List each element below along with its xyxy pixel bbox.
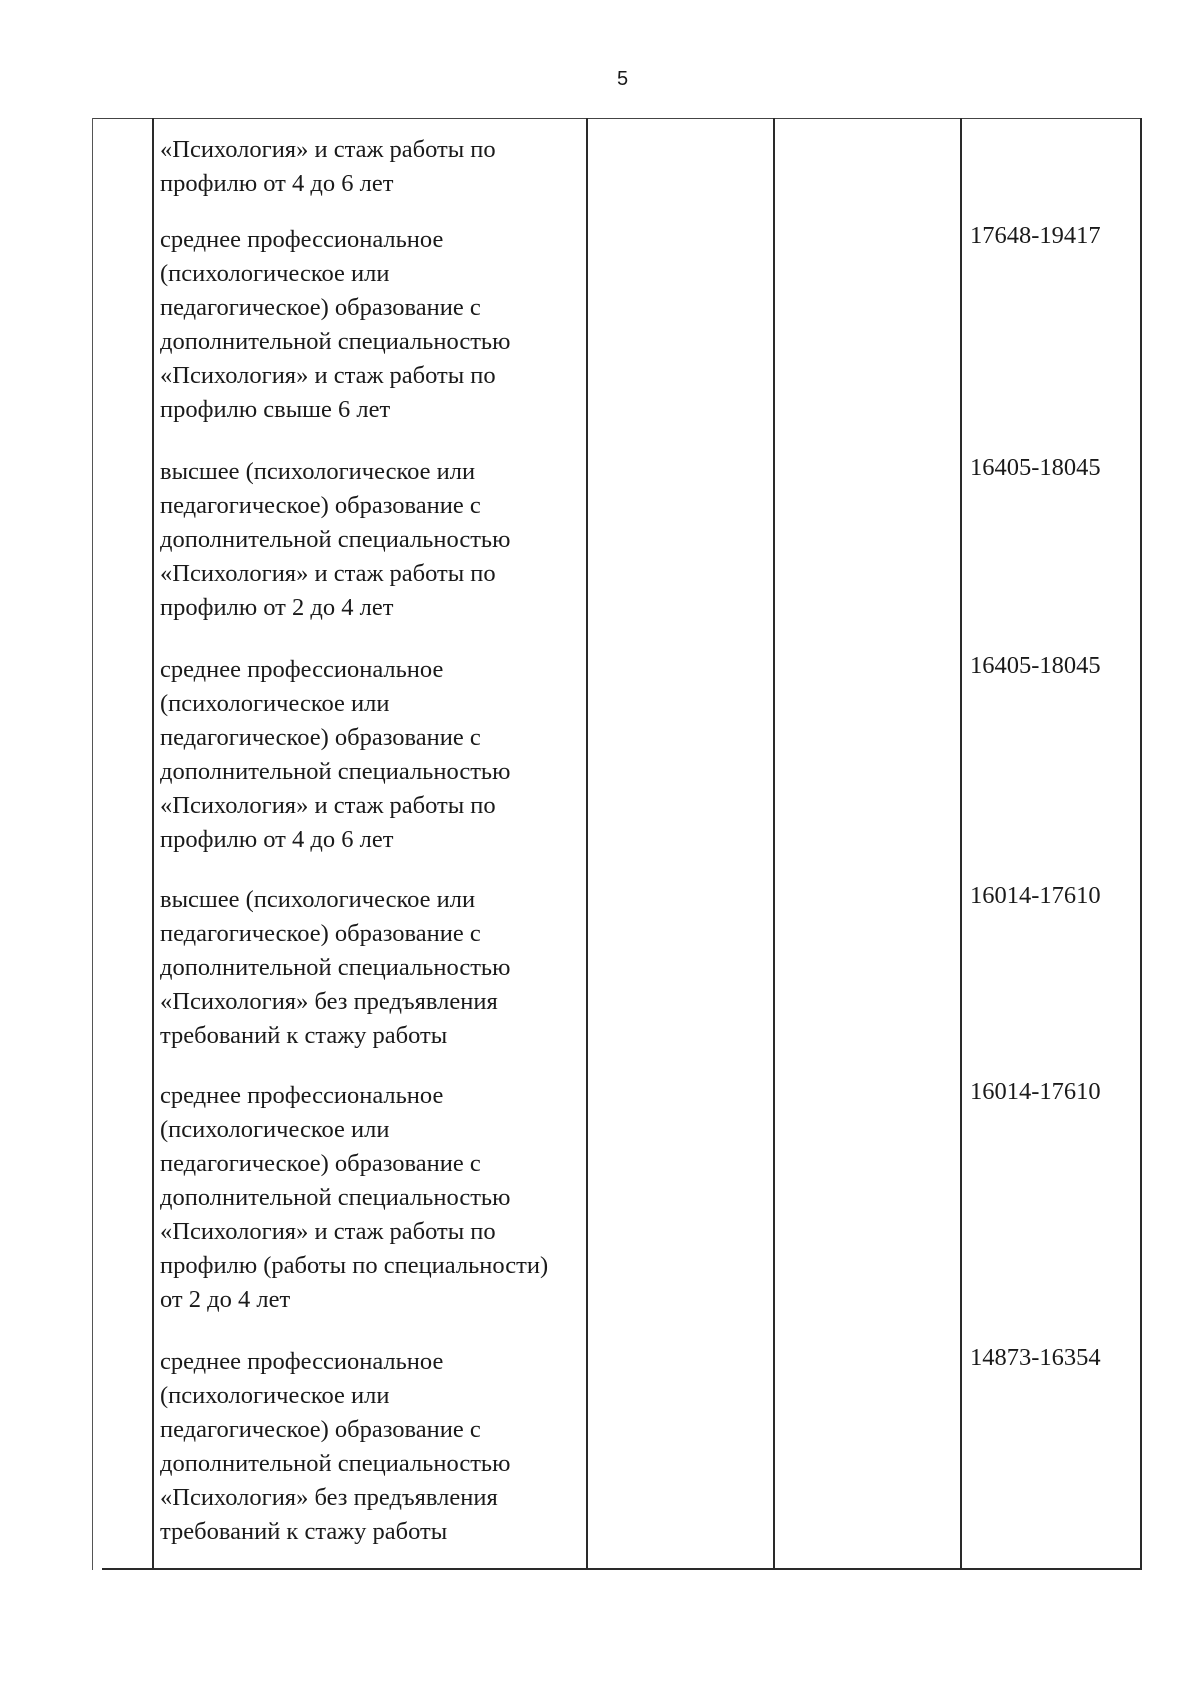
- requirement-text: среднее профессиональное (психологическое или педагогическое) образование с дополнительной специальностью «Психология» и стаж работы по профилю свыше 6 лет: [160, 226, 511, 423]
- salary-range: 16014-17610: [970, 882, 1101, 909]
- requirement-text: среднее профессиональное (психологическое или педагогическое) образование с дополнительной специальностью «Психология» и стаж работы по профилю от 4 до 6 лет: [160, 656, 511, 853]
- table-column-divider: [960, 118, 962, 1570]
- table-bottom-border: [102, 1568, 1142, 1570]
- table-column-divider: [152, 118, 154, 1570]
- requirement-text: высшее (психологическое или педагогическое) образование с дополнительной специальностью «Психология» без предъявления требований к стажу работы: [160, 886, 511, 1049]
- page-number: 5: [616, 68, 629, 90]
- salary-range: 16014-17610: [970, 1078, 1101, 1105]
- salary-range: 14873-16354: [970, 1344, 1101, 1371]
- salary-range: 16405-18045: [970, 652, 1101, 679]
- table-column-divider: [773, 118, 775, 1570]
- requirement-text: «Психология» и стаж работы по профилю от 4 до 6 лет: [160, 136, 496, 197]
- salary-range: 16405-18045: [970, 454, 1101, 481]
- requirement-text: среднее профессиональное (психологическое или педагогическое) образование с дополнительной специальностью «Психология» без предъявления требований к стажу работы: [160, 1348, 511, 1545]
- salary-range: 17648-19417: [970, 222, 1101, 249]
- requirement-text: высшее (психологическое или педагогическое) образование с дополнительной специальностью «Психология» и стаж работы по профилю от 2 до 4 лет: [160, 458, 511, 621]
- table-top-border: [92, 118, 1142, 119]
- table-column-divider: [92, 118, 93, 1570]
- requirement-text: среднее профессиональное (психологическое или педагогическое) образование с дополнительной специальностью «Психология» и стаж работы по профилю (работы по специальности) от 2 до 4 лет: [160, 1082, 549, 1313]
